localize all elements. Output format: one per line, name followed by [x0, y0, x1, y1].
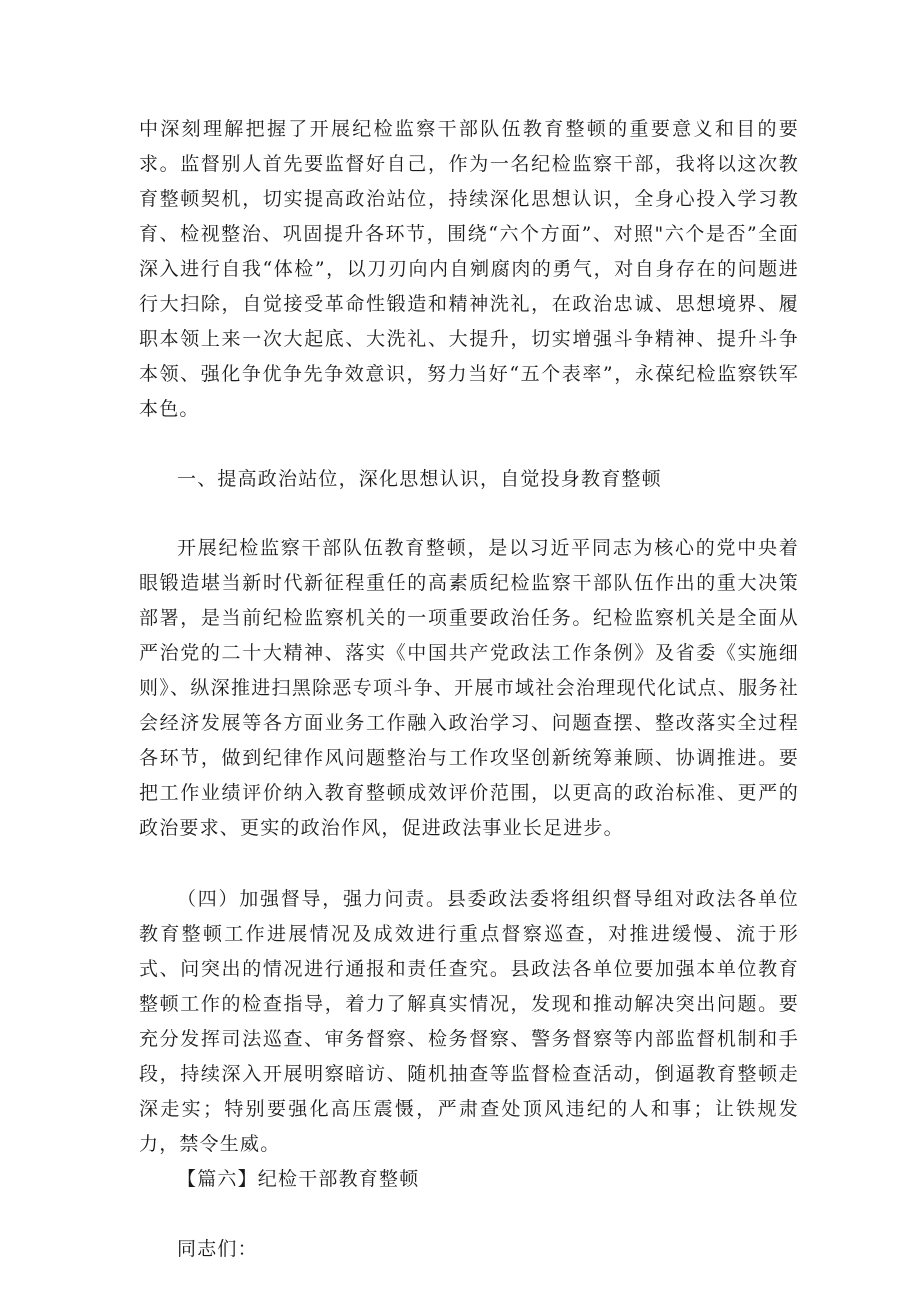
body-paragraph-1: 中深刻理解把握了开展纪检监察干部队伍教育整顿的重要意义和目的要求。监督别人首先要监督好自己，作为一名纪检监察干部，我将以这次教育整顿契机，切实提高政治站位，持续深化思想认识，全身心投入学习教育、检视整治、巩固提升各环节，围绕“六个方面”、对照"六个是否”全面深入进行自我“体检”，以刀刃向内自剜腐肉的勇气，对自身存在的问题进行大扫除，自觉接受革命性锻造和精神洗礼，在政治忠诚、思想境界、履职本领上来一次大起底、大洗礼、大提升，切实增强斗争精神、提升斗争本领、强化争优争先争效意识，努力当好“五个表率”，永葆纪检监察铁军本色。 — [139, 118, 799, 420]
paragraph-spacer — [139, 427, 799, 462]
article-section-title: 【篇六】纪检干部教育整顿 — [177, 1168, 420, 1190]
document-page — [139, 112, 799, 1267]
section-heading-1: 一、提高政治站位，深化思想认识，自觉投身教育整顿 — [177, 468, 662, 490]
paragraph-spacer — [139, 846, 799, 882]
paragraph-spacer — [139, 1197, 799, 1232]
body-paragraph-3: （四）加强督导，强力问责。县委政法委将组织督导组对政法各单位教育整顿工作进展情况及成效进行重点督察巡查，对推进缓慢、流于形式、问突出的情况进行通报和责任查究。县政法各单位要加强本单位教育整顿工作的检查指导，着力了解真实情况，发现和推动解决突出问题。要充分发挥司法巡查、审务督察、检务督察、警务督察等内部监督机制和手段，持续深入开展明察暗访、随机抽查等监督检查活动，倒逼教育整顿走深走实；特别要强化高压震慑，严肃查处顶风违纪的人和事；让铁规发力，禁令生威。 — [139, 888, 799, 1155]
paragraph-spacer — [139, 497, 799, 531]
salutation: 同志们： — [177, 1238, 258, 1260]
body-paragraph-2: 开展纪检监察干部队伍教育整顿，是以习近平同志为核心的党中央着眼锻造堪当新时代新征程重任的高素质纪检监察干部队伍作出的重大决策部署，是当前纪检监察机关的一项重要政治任务。纪检监察机关是全面从严治党的二十大精神、落实《中国共产党政法工作条例》及省委《实施细则》、纵深推进扫黑除恶专项斗争、开展市域社会治理现代化试点、服务社会经济发展等各方面业务工作融入政治学习、问题查摆、整改落实全过程各环节，做到纪律作风问题整治与工作攻坚创新统筹兼顾、协调推进。要把工作业绩评价纳入教育整顿成效评价范围，以更高的政治标准、更严的政治要求、更实的政治作风，促进政法事业长足进步。 — [139, 537, 799, 839]
